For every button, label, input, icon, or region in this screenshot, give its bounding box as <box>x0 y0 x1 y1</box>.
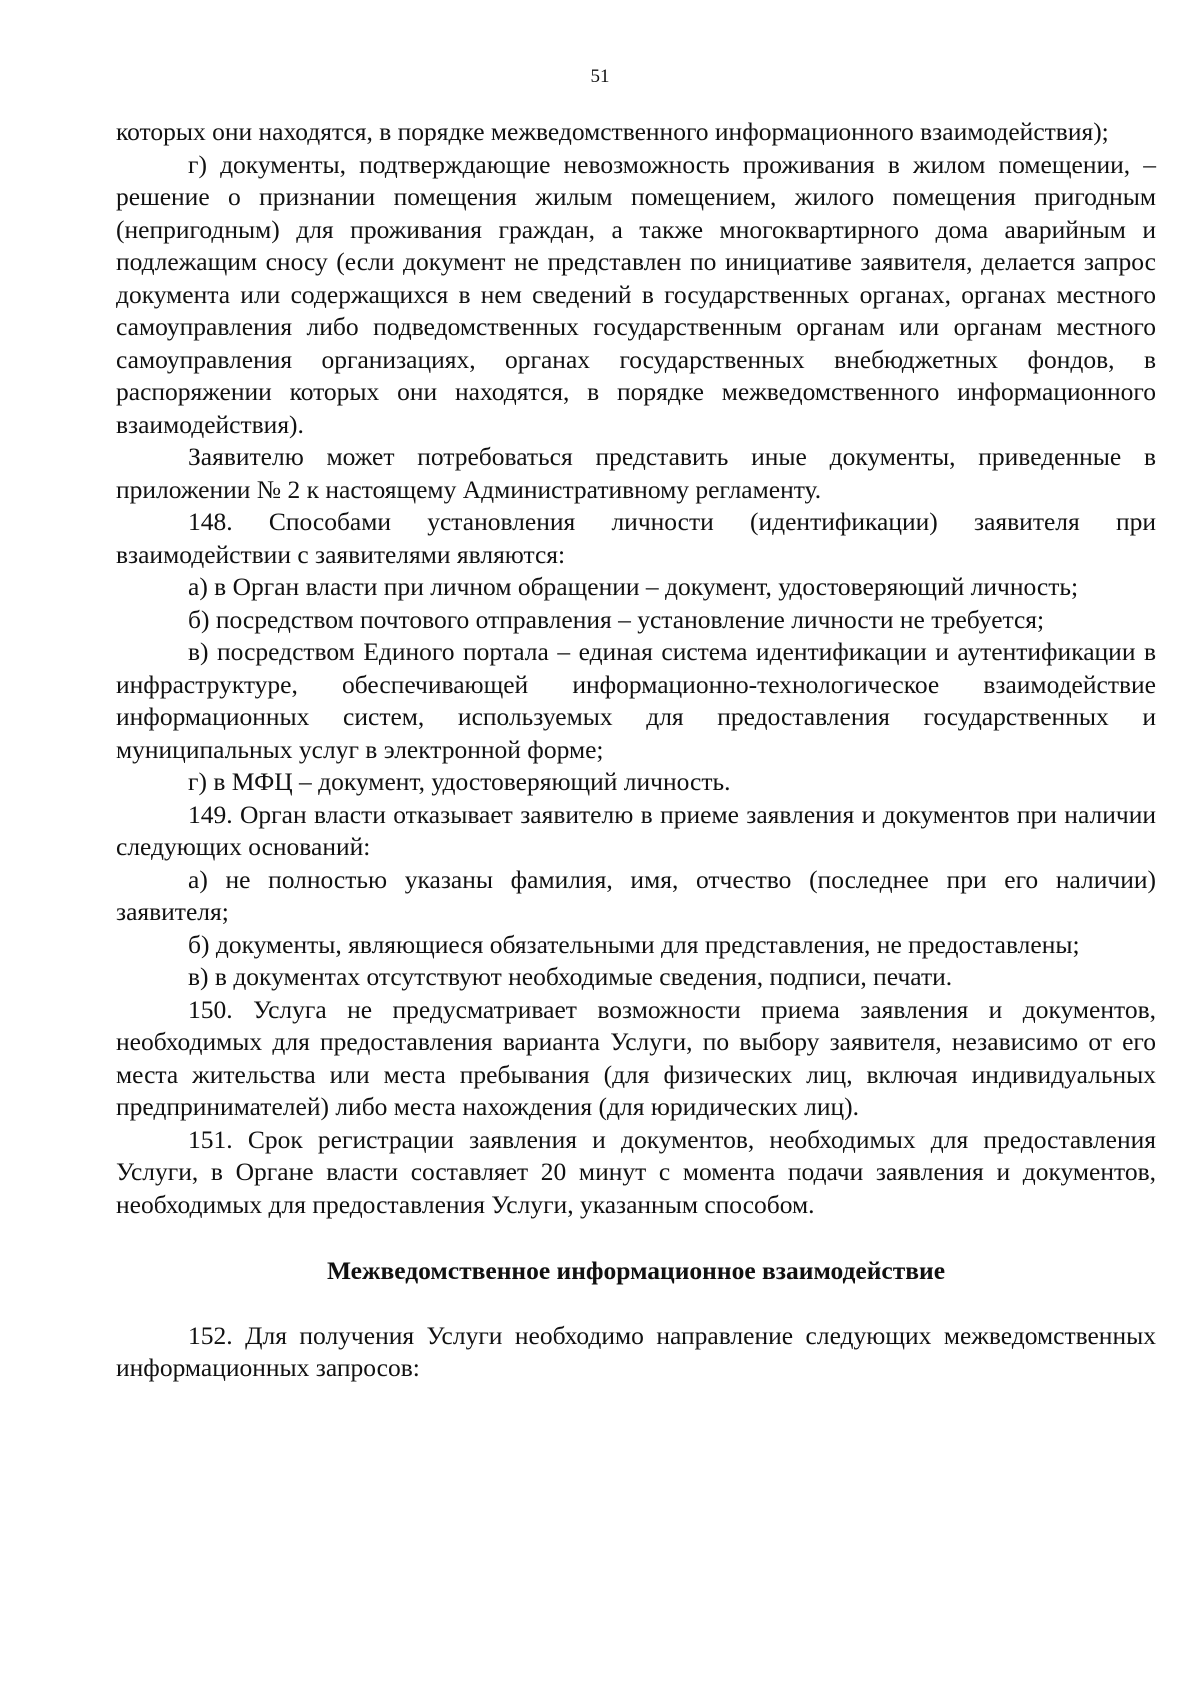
paragraph-149-v: в) в документах отсутствуют необходимые сведения, подписи, печати. <box>188 962 953 991</box>
paragraph-148: 148. Способами установления личности (идентификации) заявителя при взаимодействии с заявителями являются: <box>116 507 1156 569</box>
paragraph-151: 151. Срок регистрации заявления и документов, необходимых для предоставления Услуги, в Органе власти составляет 20 минут с момента подачи заявления и документов, необходимых для предоставления Услуги, указанным способом. <box>116 1124 1156 1219</box>
paragraph-continuation: которых они находятся, в порядке межведомственного информационного взаимодействия); <box>116 117 1109 146</box>
paragraph-149: 149. Орган власти отказывает заявителю в приеме заявления и документов при наличии следующих оснований: <box>116 799 1156 861</box>
paragraph-additional-documents: Заявителю может потребоваться представить иные документы, приведенные в приложении № 2 к настоящему Административному регламенту. <box>116 442 1156 504</box>
paragraph-item-g-documents: г) документы, подтверждающие невозможность проживания в жилом помещении, – решение о признании помещения жилым помещением, жилого помещения пригодным (непригодным) для проживания граждан, а также многоквартирного дома аварийным и подлежащим сносу (если документ не представлен по инициативе заявителя, делается запрос документа или содержащихся в нем сведений в государственных органах, органах местного самоуправления либо подведомственных государственным органам или органам местного самоуправления организациях, органах государственных внебюджетных фондов, в распоряжении которых они находятся, в порядке межведомственного информационного взаимодействия). <box>116 149 1156 439</box>
paragraph-148-b: б) посредством почтового отправления – установление личности не требуется; <box>188 604 1045 634</box>
paragraph-148-v: в) посредством Единого портала – единая система идентификации и аутентификации в инфраструктуре, обеспечивающей информационно-технологическое взаимодействие информационных систем, используемых для предоставления государственных и муниципальных услуг в электронной форме; <box>116 637 1156 764</box>
document-body <box>116 116 1156 1385</box>
paragraph-148-g: г) в МФЦ – документ, удостоверяющий личность. <box>188 767 731 796</box>
paragraph-152: 152. Для получения Услуги необходимо направление следующих межведомственных информационных запросов: <box>116 1320 1156 1382</box>
paragraph-149-b: б) документы, являющиеся обязательными для представления, не предоставлены; <box>188 929 1080 959</box>
paragraph-149-a: а) не полностью указаны фамилия, имя, отчество (последнее при его наличии) заявителя; <box>116 864 1156 926</box>
paragraph-148-a: а) в Орган власти при личном обращении – документ, удостоверяющий личность; <box>188 572 1079 601</box>
page-number: 51 <box>590 66 610 87</box>
paragraph-150: 150. Услуга не предусматривает возможности приема заявления и документов, необходимых для предоставления варианта Услуги, по выбору заявителя, независимо от его места жительства или места пребывания (для физических лиц, включая индивидуальных предпринимателей) либо места нахождения (для юридических лиц). <box>116 994 1156 1121</box>
section-heading: Межведомственное информационное взаимодействие <box>326 1256 946 1285</box>
